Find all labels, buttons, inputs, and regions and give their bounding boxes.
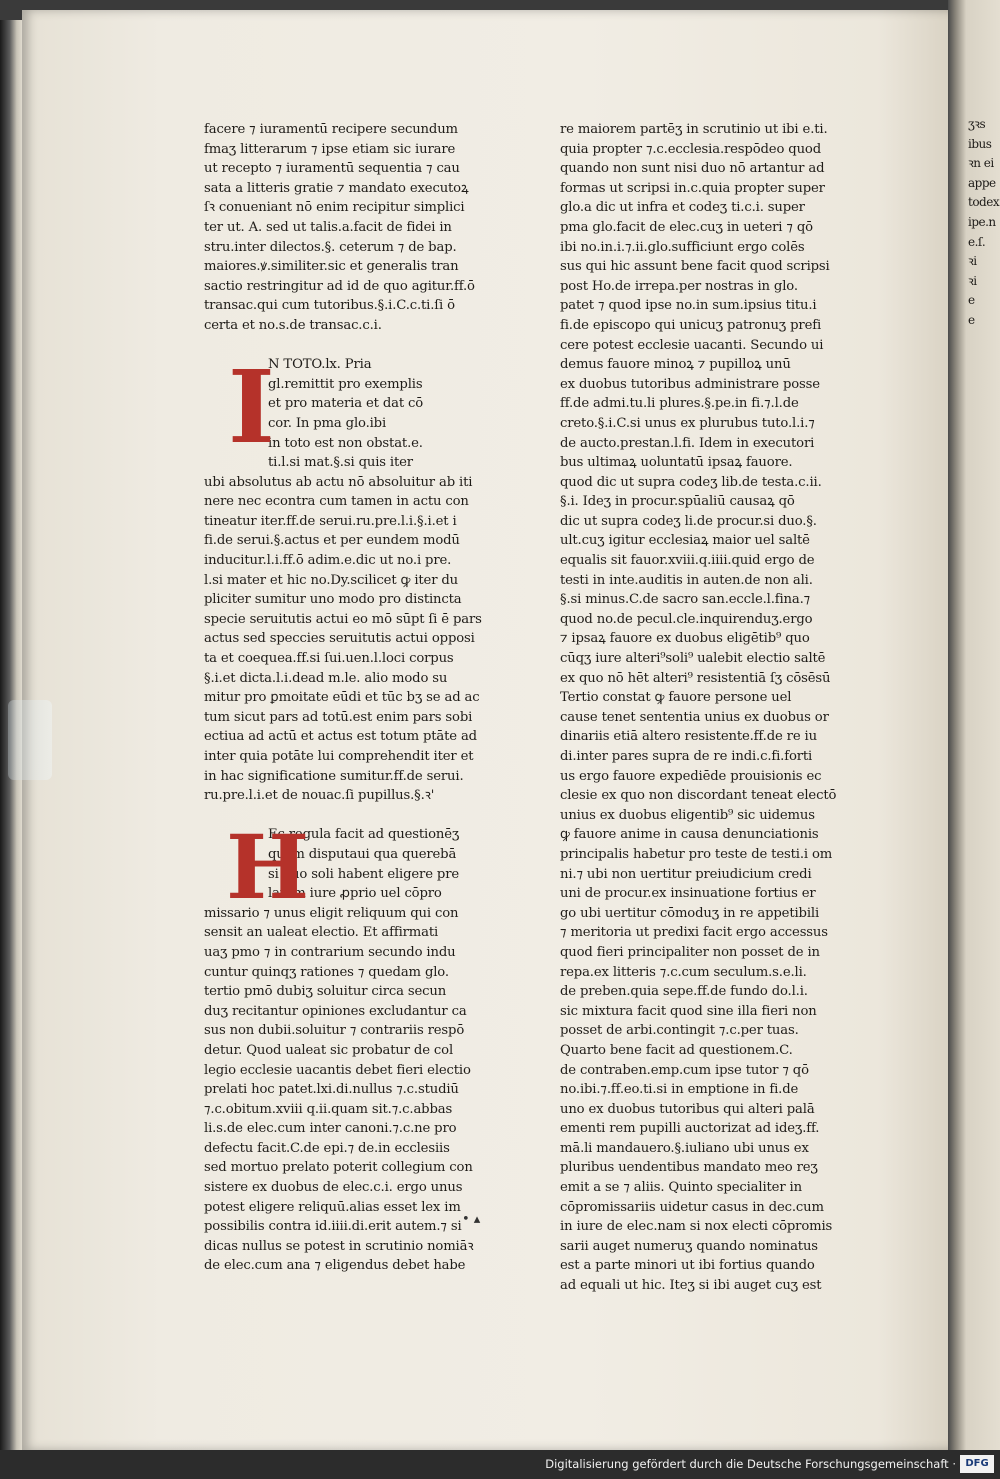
text-line: de aucto.prestan.l.fi. Idem in executori [560,435,815,451]
text-line: stru.inter dilectos.§. ceterum ⁊ de bap. [204,239,457,255]
text-line: facere ⁊ iuramentū recipere secundum [204,122,458,137]
text-line: N TOTO.lx. Pria [268,357,372,373]
text-line: tum sicut pars ad totū.est enim pars sobi [204,709,473,725]
text-line: si duo soli habent eligere pre [268,866,460,882]
text-line: unius ex duobus eligentib⁹ sic uidemus [560,807,815,823]
text-line: equalis sit fauor.xviii.q.iiii.quid ergo de [560,553,815,569]
text-line: emit a se ⁊ aliis. Quinto specialiter in [560,1180,802,1196]
text-line: ⁊ ipsaꝝ fauore ex duobus eligētib⁹ quo [560,631,810,647]
text-line: maiores.ꝟ.similiter.sic et generalis tran [204,259,459,275]
text-line: ult.cuʒ igitur ecclesiaꝝ maior uel saltē [560,533,810,549]
text-line: creto.§.i.C.si unus ex plurubus tuto.l.i.⁊ [560,415,815,431]
text-line: uni de procur.ex insinuatione fortius er [560,886,816,902]
text-line: ad equali ut hic. Iteʒ si ibi auget cuʒ est [560,1278,822,1294]
text-line: inter quia potāte lui comprehendit iter et [204,749,474,764]
text-line: ubi absolutus ab actu nō absoluitur ab iti [204,474,473,490]
text-line: repa.ex litteris ⁊.c.cum seculum.s.e.li. [560,964,807,980]
text-line: est a parte minori ut ibi fortius quando [560,1258,815,1274]
text-line: quam disputaui qua querebā [268,846,457,862]
text-line: de elec.cum ana ⁊ eligendus debet habe [204,1258,466,1274]
text-line: dinariis etiā altero resistente.ff.de re iu [560,729,817,745]
text-line: pluribus uendentibus mandato meo reʒ [560,1160,818,1176]
text-line: §.i. Ideʒ in procur.spūaliū causaꝝ qō [560,494,795,510]
text-line: specie seruitutis actui eo mō sūpt ſi ē pars [204,611,482,627]
text-line: tineatur iter.ff.de serui.ru.pre.l.i.§.i.et i [204,513,457,529]
text-line: §.i.et dicta.l.i.dead m.le. alio modo su [204,670,448,686]
text-line: post Ho.de irrepa.per nostras in glo. [560,278,798,294]
text-line: us ergo fauore expediēde prouisionis ec [560,768,822,784]
text-line: ut recepto ⁊ iuramentū sequentia ⁊ cau [204,161,460,177]
red-initial-I: I [228,348,275,467]
text-line: pma glo.facit de elec.cuʒ in ueteri ⁊ qō [560,219,813,235]
text-line: Ec regula facit ad questionēʒ [268,827,460,843]
text-line: de contraben.emp.cum ipse tutor ⁊ qō [560,1062,809,1078]
text-line: cor. In pma glo.ibi [268,415,387,431]
text-line: Quarto bene facit ad questionem.C. [560,1042,793,1058]
text-line: ex duobus tutoribus administrare posse [560,376,820,392]
text-line: gl.remittit pro exemplis [268,376,423,392]
text-line: mā.li mandauero.§.iuliano ubi unus ex [560,1140,809,1156]
text-line: ex quo nō hēt alteri⁹ resistentiā ſʒ cōsēsū [560,670,831,686]
text-line: missario ⁊ unus eligit reliquum qui con [204,905,459,921]
text-line: dic ut supra codeʒ li.de procur.si duo.§. [560,513,817,529]
text-line: l.si mater et hic no.Dy.scilicet ꝙ iter du [204,572,459,588]
text-line: legio ecclesie uacantis debet fieri electio [204,1062,471,1078]
text-line: ru.pre.l.i.et de nouac.ſi pupillus.§.ꝛ' [204,788,435,804]
text-line: prelati hoc patet.lxi.di.nullus ⁊.c.studiū [204,1082,459,1098]
glass-clip-holder [8,700,52,780]
text-line: cause tenet sententia unius ex duobus or [560,709,829,725]
text-line: uno ex duobus tutoribus qui alteri palā [560,1101,815,1117]
text-line: fi.de serui.§.actus et per eundem modū [204,533,460,549]
text-line: ta et coequea.ff.si ſui.uen.l.loci corpus [204,651,454,667]
text-line: sus qui hic assunt bene facit quod scripsi [560,259,830,275]
text-line: cōpromissariis uidetur casus in dec.cum [560,1199,824,1215]
text-line: ibus [968,136,992,151]
text-line: in toto est non obstat.e. [268,435,423,451]
text-line: sarii auget numeruʒ quando nominatus [560,1238,818,1254]
text-column-left [204,120,504,1276]
text-line: duʒ recitantur opiniones excludantur ca [204,1003,467,1019]
text-line: appe [968,175,996,190]
text-line: quod no.de pecul.cle.inquirenduʒ.ergo [560,611,813,627]
text-line: cūqʒ iure alteri⁹soli⁹ ualebit electio saltē [560,651,826,667]
text-line: detur. Quod ualeat sic probatur de col [204,1042,454,1058]
dfg-logo: DFG [960,1455,994,1473]
text-line: in iure de elec.nam si nox electi cōpromis [560,1219,833,1235]
text-line: cuntur quinqʒ rationes ⁊ quedam glo. [204,964,449,980]
text-line: inducitur.l.i.ff.ō adim.e.dic ut no.i pre. [204,553,452,569]
text-line: cere potest ecclesie uacanti. Secundo ui [560,337,824,353]
text-line: todex [968,195,1000,210]
text-line: testi in inte.auditis in auten.de non ali. [560,572,813,588]
text-line: in hac significatione sumitur.ff.de serui. [204,768,464,784]
text-line: ⁊.c.obitum.xviii q.ii.quam sit.⁊.c.abbas [204,1101,453,1117]
paragraph-3 [204,815,504,1276]
text-line: ʒꝛs [968,117,986,131]
text-line: quia propter ⁊.c.ecclesia.respōdeo quod [560,141,821,157]
text-line: et pro materia et dat cō [268,396,424,412]
text-line: no.ibi.⁊.ff.eo.ti.si in emptione in fi.de [560,1082,799,1098]
text-line: sata a litteris gratie ⁊ mandato executoꝝ [204,180,469,196]
text-line: li.s.de elec.cum inter canoni.⁊.c.ne pro [204,1121,457,1137]
text-line: bus ultimaꝝ uoluntatū ipsaꝝ fauore. [560,455,793,471]
text-line: ter ut. A. sed ut talis.a.facit de fidei in [204,219,452,235]
text-line: nere nec econtra cum tamen in actu con [204,494,469,510]
text-line: ꝙ fauore anime in causa denunciationis [560,827,819,843]
text-line: patet ⁊ quod ipse no.in sum.ipsius titu.i [560,298,817,314]
page-signature-mark: • ▴ [462,1212,481,1227]
text-line: ibi no.in.i.⁊.ii.glo.sufficiunt ergo colēs [560,239,805,255]
text-line: e [968,312,975,327]
text-line: uaʒ pmo ⁊ in contrarium secundo indu [204,944,456,960]
text-line: formas ut scripsi in.c.quia propter super [560,180,825,196]
text-line: e [968,293,975,308]
text-line: ementi rem pupilli auctorizat ad ideʒ.ff. [560,1121,820,1137]
text-line: fi.de episcopo qui unicuʒ patronuʒ prefi [560,317,822,333]
text-line: transac.qui cum tutoribus.§.i.C.c.ti.ſi ō [204,298,455,314]
text-line: clesie ex quo non discordant teneat electō [560,788,837,804]
text-line: ꝛi [968,254,977,269]
paragraph-1 [204,120,504,336]
text-line: quod dic ut supra codeʒ lib.de testa.c.ii. [560,474,822,490]
text-column-right [560,120,860,1296]
text-line: dicas nullus se potest in scrutinio nomiāꝛ [204,1238,474,1254]
text-line: potest eligere reliquū.alias esset lex im [204,1199,461,1215]
text-line: ff.de admi.tu.li plures.§.pe.in fi.⁊.l.de [560,396,799,412]
text-line: sactio restringitur ad id de quo agitur.ff.ō [204,278,475,294]
text-line: sistere ex duobus de elec.c.i. ergo unus [204,1180,463,1196]
text-line: Tertio constat ꝙ fauore persone uel [560,690,792,706]
text-line: quando non sunt nisi duo nō artantur ad [560,161,825,177]
text-line: defectu facit.C.de epi.⁊ de.in ecclesiis [204,1140,450,1156]
text-line: quod fieri principaliter non posset de in [560,944,820,960]
text-line: sensit an ualeat electio. Et affirmati [204,925,439,941]
text-line: sic mixtura facit quod sine illa fieri non [560,1003,817,1019]
text-line: glo.a dic ut infra et codeʒ ti.c.i. super [560,200,805,216]
text-line: sed mortuo prelato poterit collegium con [204,1160,473,1176]
text-line: ti.l.si mat.§.si quis iter [268,455,413,471]
red-initial-H: H [226,815,309,920]
text-line: go ubi uertitur cōmoduʒ in re appetibili [560,905,820,921]
text-line: ectiua ad actū et actus est totum ptāte ad [204,729,477,745]
text-line: di.inter pares supra de re indi.c.fi.forti [560,749,813,764]
text-line: mitur pro ꝑmoitate eūdi et tūc bʒ se ad ac [204,690,480,706]
text-line: ꝛn ei [968,156,994,171]
text-line: ipe.n [968,214,996,229]
text-line: re maiorem partēʒ in scrutinio ut ibi e.ti. [560,122,828,137]
text-line: ⁊ meritoria ut predixi facit ergo accessus [560,925,828,941]
text-line: sus non dubii.soluitur ⁊ contrariis respō [204,1023,465,1039]
digitization-credit: Digitalisierung gefördert durch die Deutsche Forschungsgemeinschaft · [545,1457,956,1471]
text-line: e.ſ. [968,234,986,249]
text-line: actus sed speccies seruitutis actui opposi [204,631,475,647]
text-line: certa et no.s.de transac.c.i. [204,317,382,333]
text-line: de preben.quia sepe.ff.de fundo do.l.i. [560,984,808,1000]
text-line: demus fauore minoꝝ ⁊ pupilloꝝ unū [560,357,791,373]
text-line: principalis habetur pro teste de testi.i om [560,846,833,862]
footer-bar [0,1450,1000,1479]
text-line: §.si minus.C.de sacro san.eccle.l.fina.⁊ [560,592,811,608]
paragraph-2 [204,348,504,806]
text-line: tertio pmō dubiʒ soluitur circa secun [204,984,447,1000]
text-line: posset de arbi.contingit ⁊.c.per tuas. [560,1023,799,1039]
text-line: ꝛi [968,273,977,288]
next-page-text-fragment [968,115,1000,415]
text-line: pliciter sumitur uno modo pro distincta [204,592,462,608]
text-line: fmaʒ litterarum ⁊ ipse etiam sic iurare [204,141,456,157]
text-line: ſꝛ conueniant nō enim recipitur simplici [204,200,465,216]
text-line: latum iure ꝓprio uel cōpro [268,886,442,902]
text-line: ni.⁊ ubi non uertitur preiudicium credi [560,866,812,882]
text-line: possibilis contra id.iiii.di.erit autem.⁊ si [204,1219,462,1235]
